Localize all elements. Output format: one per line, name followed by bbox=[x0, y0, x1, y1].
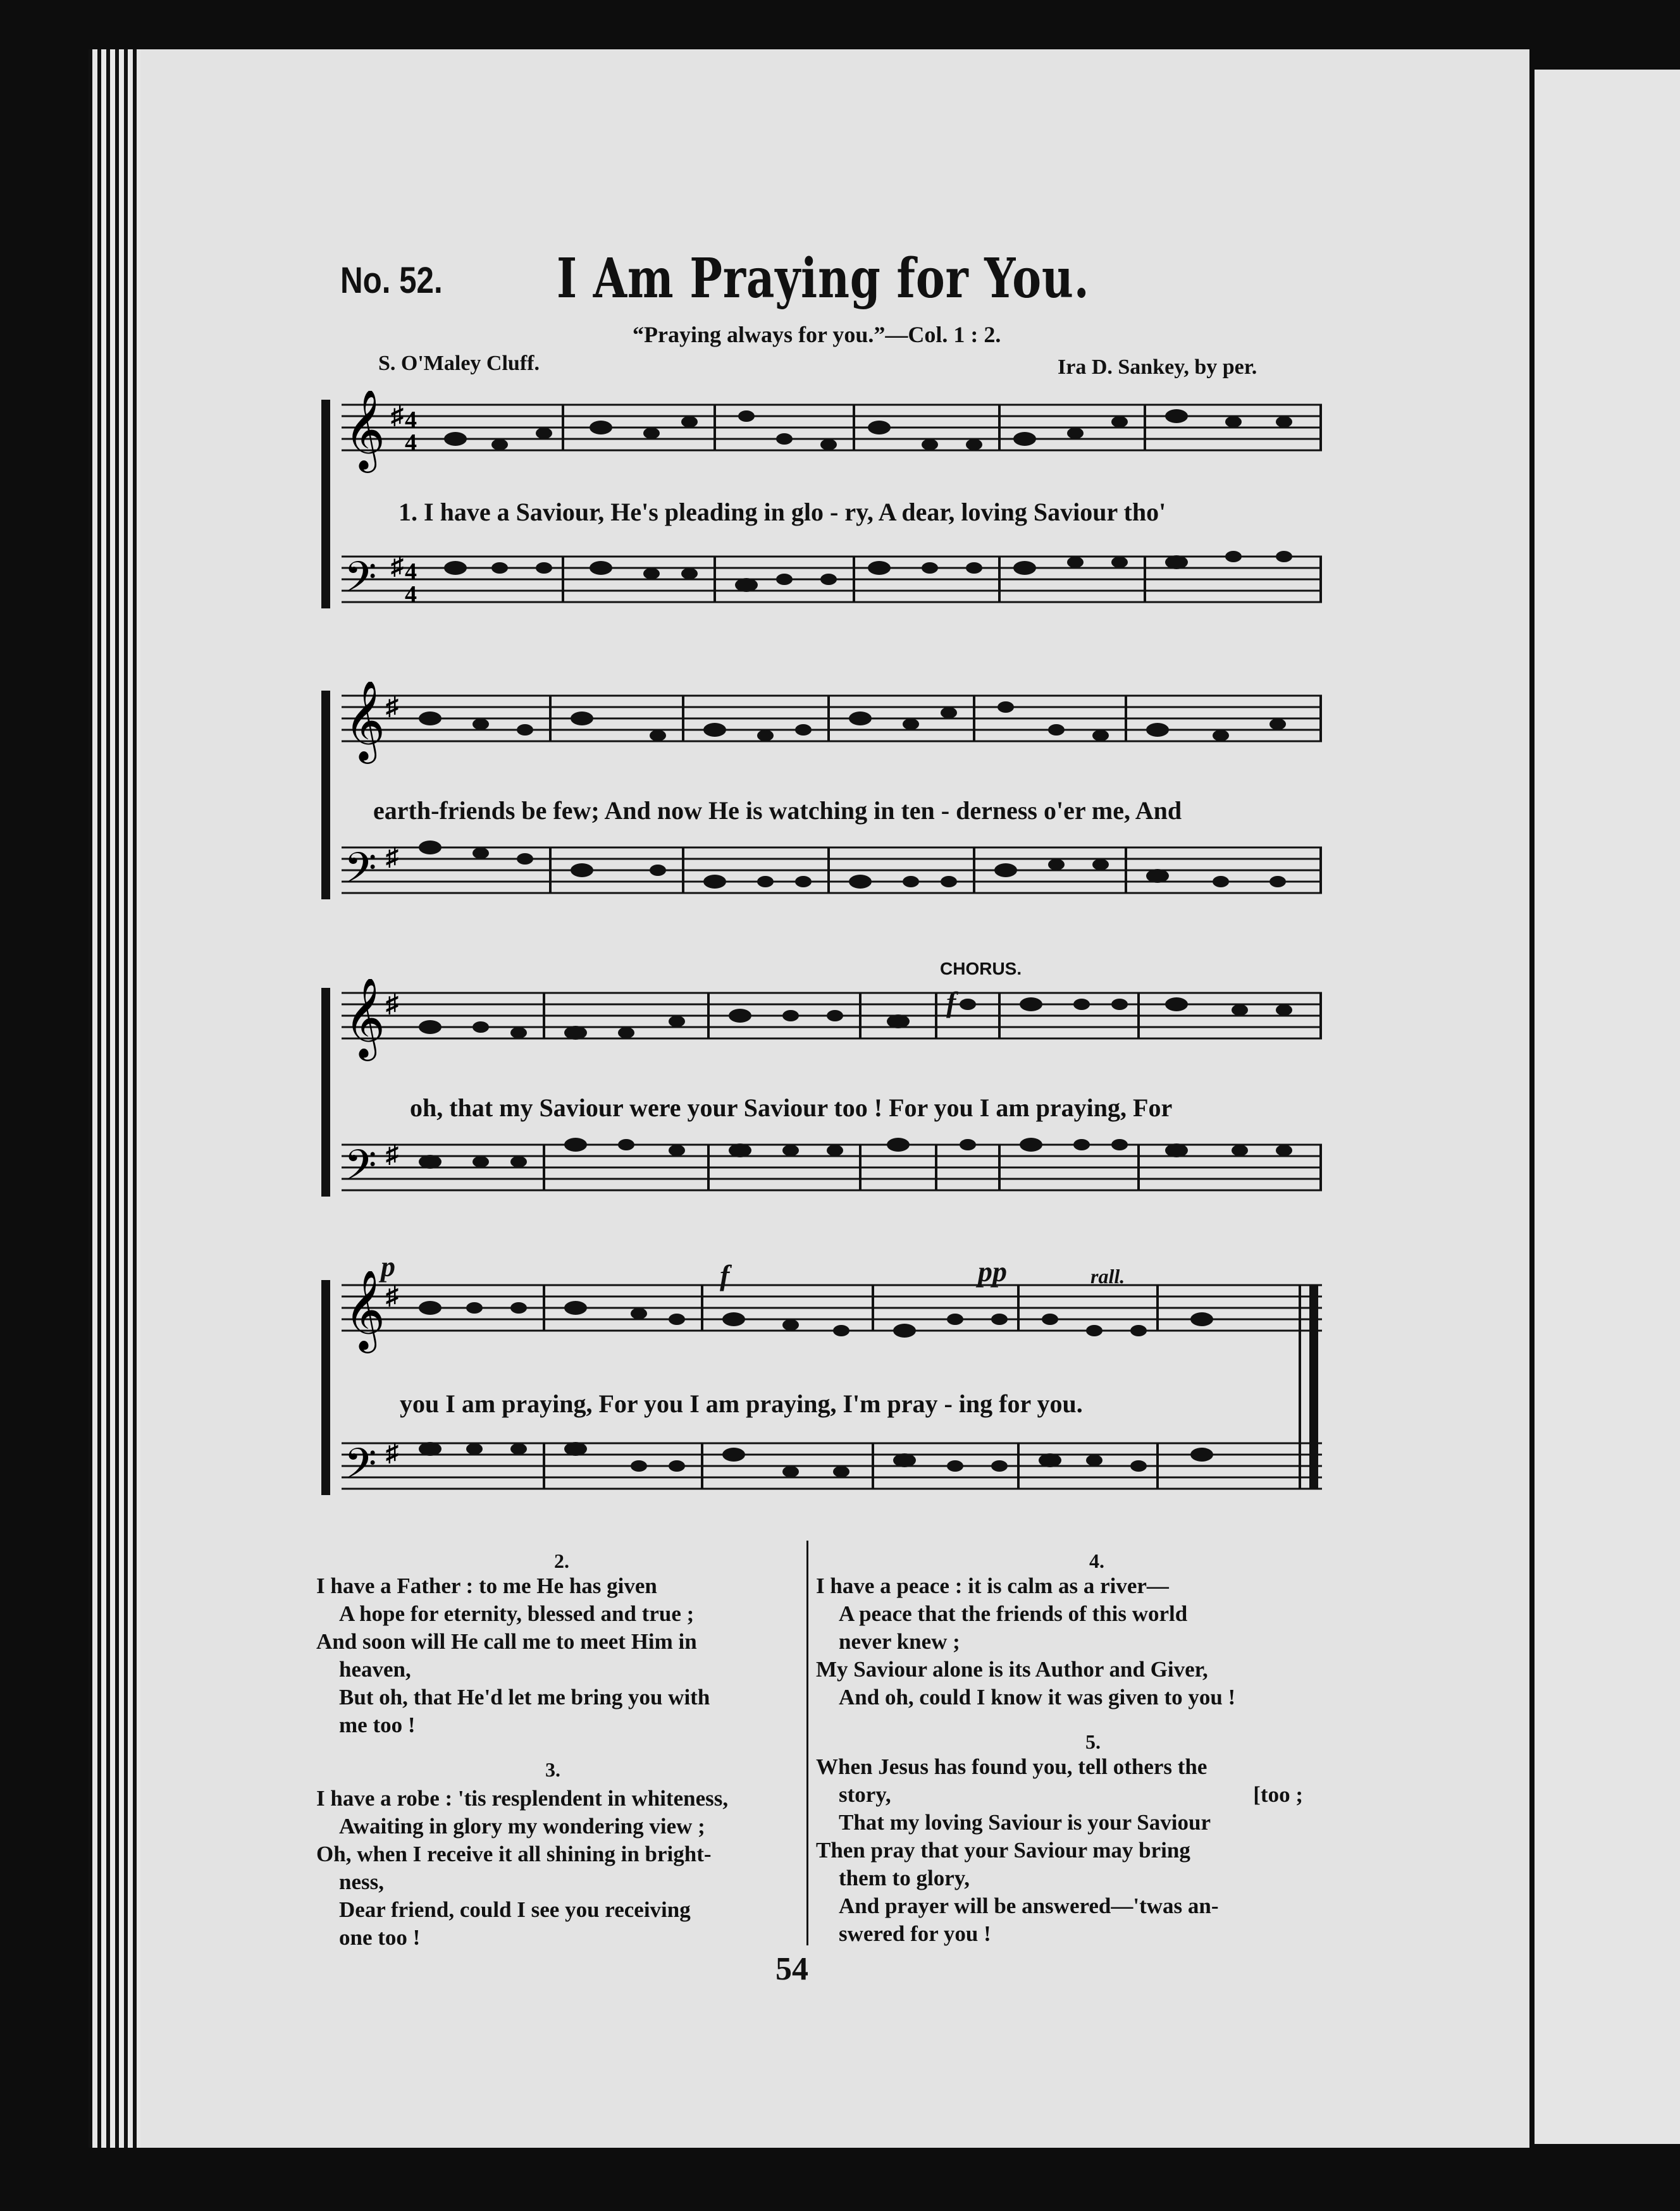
svg-text:4: 4 bbox=[405, 558, 417, 585]
verse-line: never knew ; bbox=[839, 1629, 960, 1654]
verse-line-group bbox=[816, 1781, 1309, 1809]
dynamic-pianissimo: pp bbox=[978, 1255, 1007, 1288]
verse-line: Awaiting in glory my wondering view ; bbox=[339, 1814, 705, 1838]
verse-line: A hope for eternity, blessed and true ; bbox=[339, 1601, 695, 1626]
svg-text:𝄢: 𝄢 bbox=[344, 1141, 377, 1200]
verse-line: I have a peace : it is calm as a river— bbox=[816, 1574, 1169, 1598]
verse-4 bbox=[816, 1572, 1235, 1711]
verse-line: swered for you ! bbox=[839, 1921, 991, 1946]
verse-line: Dear friend, could I see you receiving bbox=[339, 1897, 691, 1922]
verse-line: me too ! bbox=[339, 1713, 416, 1737]
svg-text:♯: ♯ bbox=[391, 401, 404, 429]
verse-line: And oh, could I know it was given to you ! bbox=[839, 1685, 1236, 1709]
hymn-number: No. 52. bbox=[340, 260, 443, 301]
svg-text:𝄞: 𝄞 bbox=[344, 391, 386, 469]
verse-5-number: 5. bbox=[1085, 1730, 1101, 1753]
page-fold bbox=[1529, 44, 1535, 2157]
verse-line: But oh, that He'd let me bring you with bbox=[339, 1685, 710, 1709]
svg-text:♯: ♯ bbox=[386, 1438, 398, 1467]
verse-line: Then pray that your Saviour may bring bbox=[816, 1838, 1190, 1863]
lyric-line-4: you I am praying, For you I am praying, I'm pray - ing for you. bbox=[400, 1389, 1083, 1418]
verse-3 bbox=[316, 1785, 728, 1952]
svg-text:4: 4 bbox=[405, 407, 417, 433]
verse-line: And soon will He call me to meet Him in bbox=[316, 1629, 697, 1654]
author-credit: S. O'Maley Cluff. bbox=[378, 352, 540, 375]
lyric-line-2: earth-friends be few; And now He is watching in ten - derness o'er me, And bbox=[373, 796, 1182, 825]
svg-text:𝄞: 𝄞 bbox=[344, 979, 386, 1057]
svg-text:𝄞: 𝄞 bbox=[344, 1271, 386, 1350]
verse-line: My Saviour alone is its Author and Giver, bbox=[816, 1657, 1208, 1682]
rallentando-marking: rall. bbox=[1090, 1265, 1125, 1288]
verse-line: When Jesus has found you, tell others the bbox=[816, 1754, 1208, 1779]
chorus-label: CHORUS. bbox=[940, 959, 1022, 978]
svg-text:♯: ♯ bbox=[386, 1281, 398, 1310]
svg-text:♯: ♯ bbox=[386, 1140, 398, 1168]
verse-line: I have a robe : 'tis resplendent in whiteness, bbox=[316, 1786, 729, 1811]
verse-4-number: 4. bbox=[1089, 1549, 1104, 1572]
verse-2 bbox=[316, 1572, 710, 1739]
adjacent-page bbox=[1535, 70, 1680, 2144]
verse-line: ness, bbox=[339, 1869, 384, 1894]
verse-line: A peace that the friends of this world bbox=[839, 1601, 1188, 1626]
svg-text:♯: ♯ bbox=[386, 989, 398, 1018]
lyric-line-3: oh, that my Saviour were your Saviour too ! For you I am praying, For bbox=[410, 1093, 1173, 1122]
dynamic-forte-2: f bbox=[720, 1259, 730, 1291]
svg-text:♯: ♯ bbox=[391, 551, 404, 580]
hymn-title: I Am Praying for You. bbox=[557, 247, 1090, 311]
verse-line: I have a Father : to me He has given bbox=[316, 1574, 657, 1598]
page-number: 54 bbox=[775, 1951, 808, 1987]
verse-line: them to glory, bbox=[839, 1866, 970, 1890]
verse-line: That my loving Saviour is your Saviour bbox=[839, 1810, 1211, 1835]
verse-line: [too ; bbox=[1253, 1782, 1303, 1807]
verse-line: story, bbox=[839, 1782, 891, 1807]
lyric-line-1: 1. I have a Saviour, He's pleading in glo - ry, A dear, loving Saviour tho' bbox=[398, 498, 1166, 526]
verse-line: And prayer will be answered—'twas an- bbox=[839, 1894, 1219, 1918]
scripture-epigraph: “Praying always for you.”—Col. 1 : 2. bbox=[633, 322, 1001, 347]
verse-line: one too ! bbox=[339, 1925, 421, 1950]
verse-line: Oh, when I receive it all shining in bright- bbox=[316, 1842, 712, 1866]
svg-text:𝄢: 𝄢 bbox=[344, 553, 377, 612]
verse-line: heaven, bbox=[339, 1657, 411, 1682]
svg-text:♯: ♯ bbox=[386, 842, 398, 871]
verse-3-number: 3. bbox=[545, 1758, 560, 1781]
svg-text:4: 4 bbox=[405, 429, 417, 456]
svg-text:𝄢: 𝄢 bbox=[344, 1439, 377, 1498]
svg-text:♯: ♯ bbox=[386, 692, 398, 720]
dynamic-forte: f bbox=[946, 986, 956, 1018]
svg-text:𝄞: 𝄞 bbox=[344, 682, 386, 760]
composer-credit: Ira D. Sankey, by per. bbox=[1058, 355, 1257, 379]
svg-text:4: 4 bbox=[405, 581, 417, 608]
svg-text:𝄢: 𝄢 bbox=[344, 844, 377, 902]
column-divider bbox=[806, 1541, 808, 1945]
dynamic-piano: p bbox=[381, 1250, 395, 1283]
book-binding bbox=[89, 49, 140, 2148]
verse-5 bbox=[816, 1753, 1309, 1948]
verse-2-number: 2. bbox=[554, 1549, 569, 1572]
